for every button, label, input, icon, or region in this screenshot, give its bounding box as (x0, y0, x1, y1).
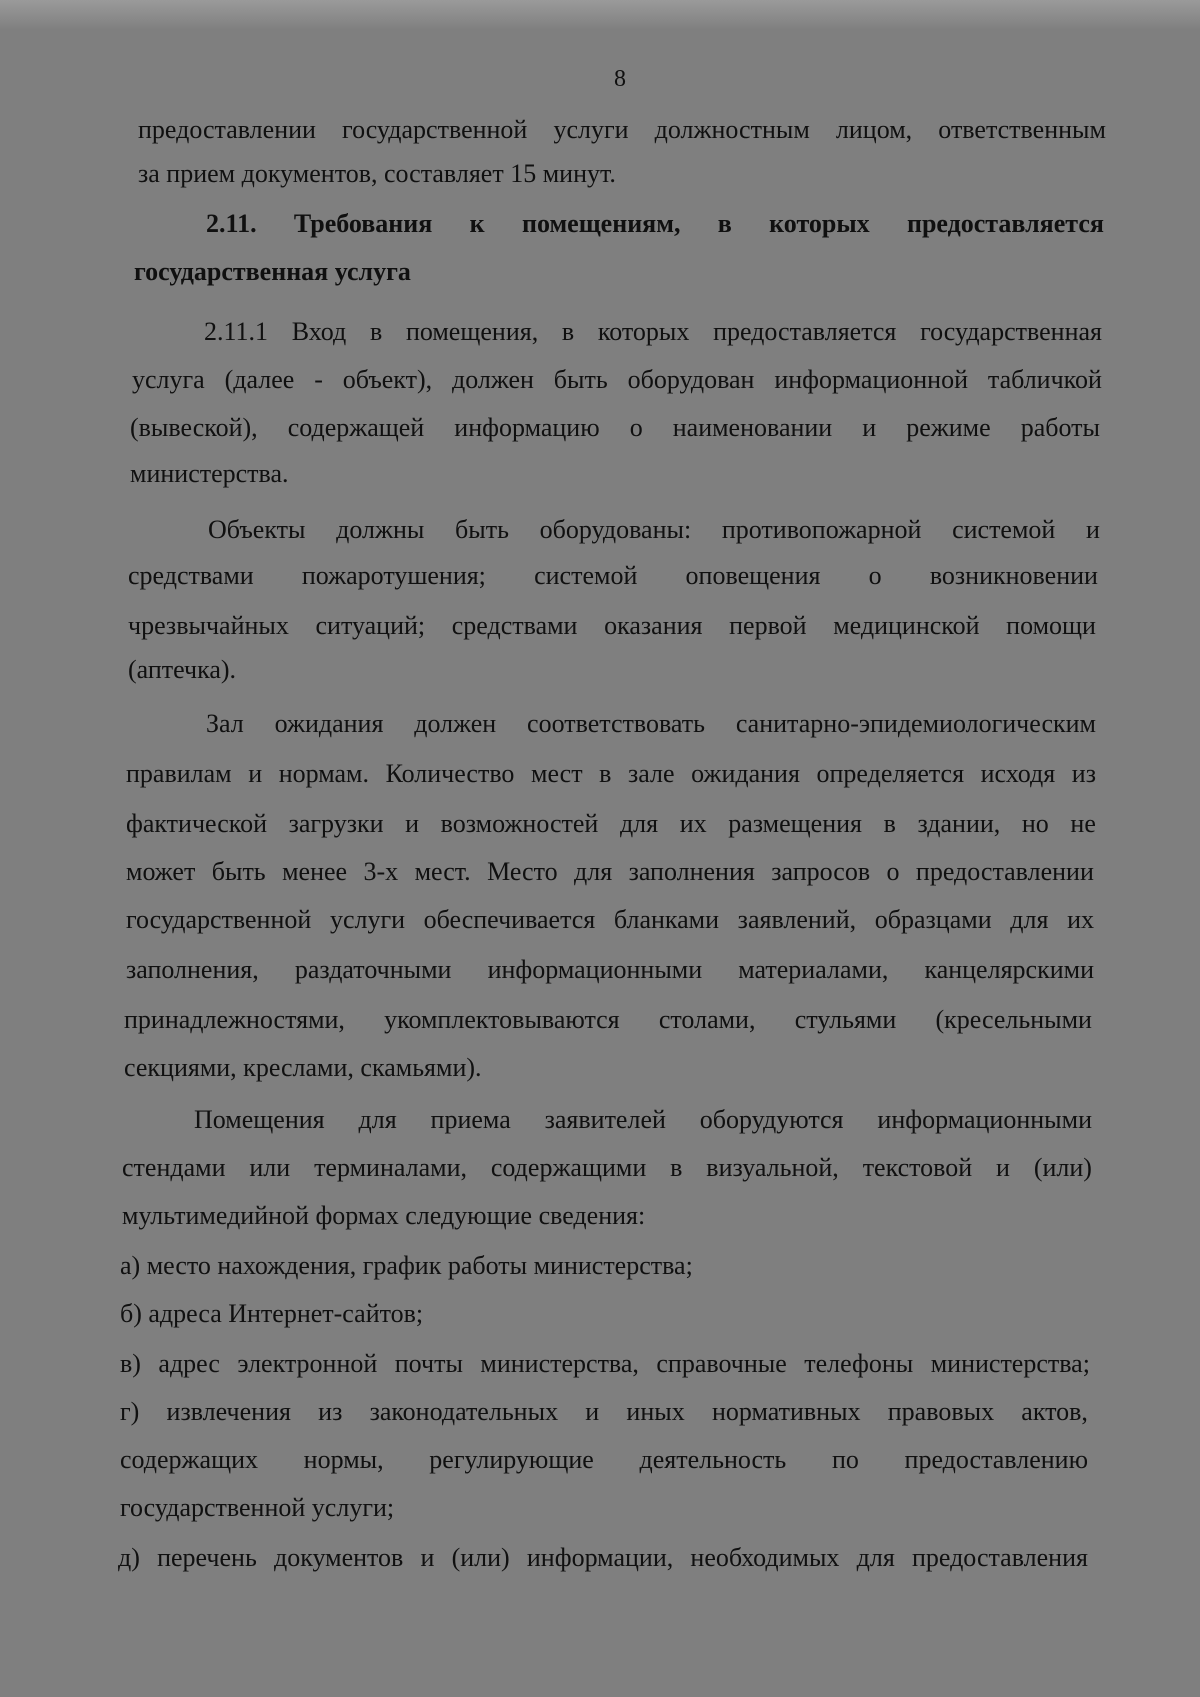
word: (кресельными (935, 1005, 1092, 1034)
word: предоставлении (138, 115, 316, 144)
text-line (132, 364, 1102, 396)
word: и (1086, 515, 1100, 544)
text-line (126, 856, 1094, 888)
word: фактической (126, 809, 267, 838)
word: санитарно-эпидемиологическим (735, 709, 1096, 738)
word: для (574, 857, 613, 886)
word: правилам (126, 759, 232, 788)
word: исходя (980, 759, 1056, 788)
word: информационными (487, 955, 703, 984)
word: Зал (206, 709, 244, 738)
word: регулирующие (429, 1445, 594, 1474)
word: д) (118, 1543, 140, 1572)
word: для (856, 1543, 895, 1572)
word: табличкой (987, 365, 1102, 394)
word: в) (120, 1349, 141, 1378)
word: 2.11. (206, 209, 257, 238)
word: адрес (158, 1349, 220, 1378)
word: о (868, 561, 882, 590)
text-line (120, 1444, 1088, 1476)
word: определяется (816, 759, 965, 788)
word: и (996, 1153, 1010, 1182)
word: государственной (126, 905, 312, 934)
word: предоставляется (713, 317, 897, 346)
word: загрузки (288, 809, 384, 838)
word: работы (1020, 413, 1100, 442)
word: соответствовать (527, 709, 705, 738)
word: их (679, 809, 707, 838)
word: предоставлении (915, 857, 1094, 886)
word: лицом, (835, 115, 913, 144)
word: оповещения (685, 561, 821, 590)
text-line (128, 610, 1096, 642)
word: (далее (224, 365, 295, 394)
word: стульями (794, 1005, 897, 1034)
word: из (1071, 759, 1096, 788)
text-line (124, 1004, 1092, 1036)
word: в (599, 759, 612, 788)
word: для (1010, 905, 1049, 934)
word: системой (534, 561, 638, 590)
text-line (206, 708, 1096, 740)
word: оборудован (627, 365, 755, 394)
list-item: а) место нахождения, график работы министерства; (120, 1251, 693, 1280)
word: 2.11.1 (204, 317, 269, 346)
list-item (120, 1348, 1090, 1380)
word: противопожарной (721, 515, 922, 544)
word: режиме (906, 413, 991, 442)
word: обеспечивается (423, 905, 596, 934)
word: г) (120, 1397, 140, 1426)
word: чрезвычайных (128, 611, 289, 640)
word: раздаточными (294, 955, 452, 984)
word: в (883, 809, 896, 838)
word: услуга (132, 365, 205, 394)
list-item (118, 1542, 1088, 1574)
word: извлечения (166, 1397, 291, 1426)
word: в (561, 317, 575, 346)
word: текстовой (862, 1153, 973, 1182)
word: содержащими (490, 1153, 647, 1182)
word: материалами, (738, 955, 889, 984)
word: и (405, 809, 420, 838)
word: размещения (728, 809, 863, 838)
word: услуги (329, 905, 406, 934)
word: столами, (658, 1005, 756, 1034)
word: Вход (291, 317, 347, 346)
word: объект), (342, 365, 433, 394)
word: предоставления (911, 1543, 1088, 1572)
word: из (318, 1397, 343, 1426)
word: нормам. (278, 759, 369, 788)
word: и (585, 1397, 600, 1426)
word: правовых (887, 1397, 995, 1426)
word: принадлежностями, (124, 1005, 345, 1034)
word: не (1070, 809, 1096, 838)
word: информации, (526, 1543, 674, 1572)
word: справочные (656, 1349, 787, 1378)
word: в (670, 1153, 683, 1182)
word: телефоны (804, 1349, 914, 1378)
word: государственной (342, 115, 528, 144)
word: приема (430, 1105, 511, 1134)
word: министерства; (930, 1349, 1090, 1378)
word: Помещения (194, 1105, 325, 1134)
text-line (130, 412, 1100, 444)
word: заполнения (628, 857, 755, 886)
text-line (138, 114, 1106, 146)
section-heading (206, 208, 1104, 240)
text-line: министерства. (130, 459, 289, 488)
word: и (420, 1543, 435, 1572)
word: терминалами, (314, 1153, 468, 1182)
text-line: мультимедийной формах следующие сведения: (122, 1201, 646, 1230)
word: и (248, 759, 263, 788)
word: о (629, 413, 643, 442)
word: ожидания (691, 759, 800, 788)
word: системой (952, 515, 1056, 544)
word: в (717, 209, 732, 238)
word: медицинской (833, 611, 980, 640)
text-line (126, 904, 1094, 936)
text-line (204, 316, 1102, 348)
word: должностным (654, 115, 810, 144)
word: оборудованы: (539, 515, 692, 544)
word: ожидания (274, 709, 384, 738)
word: содержащей (287, 413, 425, 442)
text-line: государственной услуги; (120, 1493, 395, 1522)
word: заполнения, (126, 955, 259, 984)
word: о (886, 857, 900, 886)
word: для (619, 809, 659, 838)
word: Место (487, 857, 558, 886)
list-item: б) адреса Интернет-сайтов; (120, 1299, 424, 1328)
word: иных (626, 1397, 685, 1426)
word: деятельность (639, 1445, 787, 1474)
word: предоставлению (904, 1445, 1088, 1474)
word: министерства, (480, 1349, 639, 1378)
word: оборудуются (699, 1105, 844, 1134)
word: в (369, 317, 383, 346)
word: запросов (771, 857, 871, 886)
text-line: (аптечка). (128, 655, 237, 684)
word: (вывеской), (130, 413, 258, 442)
text-line (194, 1104, 1092, 1136)
word: их (1067, 905, 1094, 934)
text-line (126, 758, 1096, 790)
section-heading-cont: государственная услуга (134, 257, 411, 286)
word: средствами (451, 611, 578, 640)
list-item (120, 1396, 1088, 1428)
text-line: секциями, креслами, скамьями). (124, 1053, 482, 1082)
word: которых (597, 317, 690, 346)
word: но (1021, 809, 1049, 838)
word: быть (211, 857, 266, 886)
word: перечень (157, 1543, 257, 1572)
word: (или) (451, 1543, 510, 1572)
word: помощи (1006, 611, 1096, 640)
word: пожаротушения; (301, 561, 486, 590)
word: необходимых (690, 1543, 840, 1572)
word: почты (394, 1349, 463, 1378)
word: документов (273, 1543, 404, 1572)
word: актов, (1021, 1397, 1088, 1426)
page-number: 8 (614, 66, 626, 92)
word: визуальной, (706, 1153, 839, 1182)
word: 3-х (363, 857, 399, 886)
word: средствами (128, 561, 254, 590)
word: или (249, 1153, 291, 1182)
word: быть (455, 515, 509, 544)
word: возможностей (440, 809, 599, 838)
text-line (126, 808, 1096, 840)
word: менее (282, 857, 348, 886)
text-line (128, 560, 1098, 592)
word: (или) (1033, 1153, 1092, 1182)
word: должен (414, 709, 497, 738)
word: заявителей (544, 1105, 666, 1134)
word: информационной (774, 365, 969, 394)
word: здании, (917, 809, 1001, 838)
word: ситуаций; (315, 611, 426, 640)
text-line (208, 514, 1100, 546)
word: возникновении (929, 561, 1098, 590)
word: которых (769, 209, 870, 238)
word: оказания (604, 611, 703, 640)
word: зале (628, 759, 675, 788)
word: предоставляется (906, 209, 1104, 238)
word: - (314, 365, 323, 394)
word: электронной (237, 1349, 378, 1378)
word: Объекты (208, 515, 306, 544)
word: содержащих (120, 1445, 258, 1474)
word: нормативных (711, 1397, 861, 1426)
word: должен (451, 365, 534, 394)
word: может (126, 857, 196, 886)
word: канцелярскими (924, 955, 1094, 984)
word: к (469, 209, 485, 238)
word: первой (729, 611, 807, 640)
text-line: за прием документов, составляет 15 минут. (138, 159, 616, 188)
word: быть (553, 365, 608, 394)
word: заявлений, (737, 905, 857, 934)
word: Требования (293, 209, 433, 238)
word: бланками (613, 905, 720, 934)
word: услуги (553, 115, 629, 144)
word: для (358, 1105, 397, 1134)
word: ответственным (938, 115, 1106, 144)
word: мест (531, 759, 583, 788)
word: информационными (877, 1105, 1092, 1134)
text-line (122, 1152, 1092, 1184)
word: Количество (385, 759, 515, 788)
text-line (126, 954, 1094, 986)
word: должны (336, 515, 425, 544)
word: наименовании (672, 413, 833, 442)
word: нормы, (303, 1445, 384, 1474)
word: информацию (454, 413, 600, 442)
word: стендами (122, 1153, 226, 1182)
word: мест. (414, 857, 471, 886)
word: по (831, 1445, 859, 1474)
word: и (862, 413, 877, 442)
word: законодательных (369, 1397, 559, 1426)
word: помещениям, (521, 209, 681, 238)
word: укомплектовываются (384, 1005, 620, 1034)
word: помещения, (405, 317, 539, 346)
word: образцами (874, 905, 992, 934)
word: государственная (920, 317, 1102, 346)
